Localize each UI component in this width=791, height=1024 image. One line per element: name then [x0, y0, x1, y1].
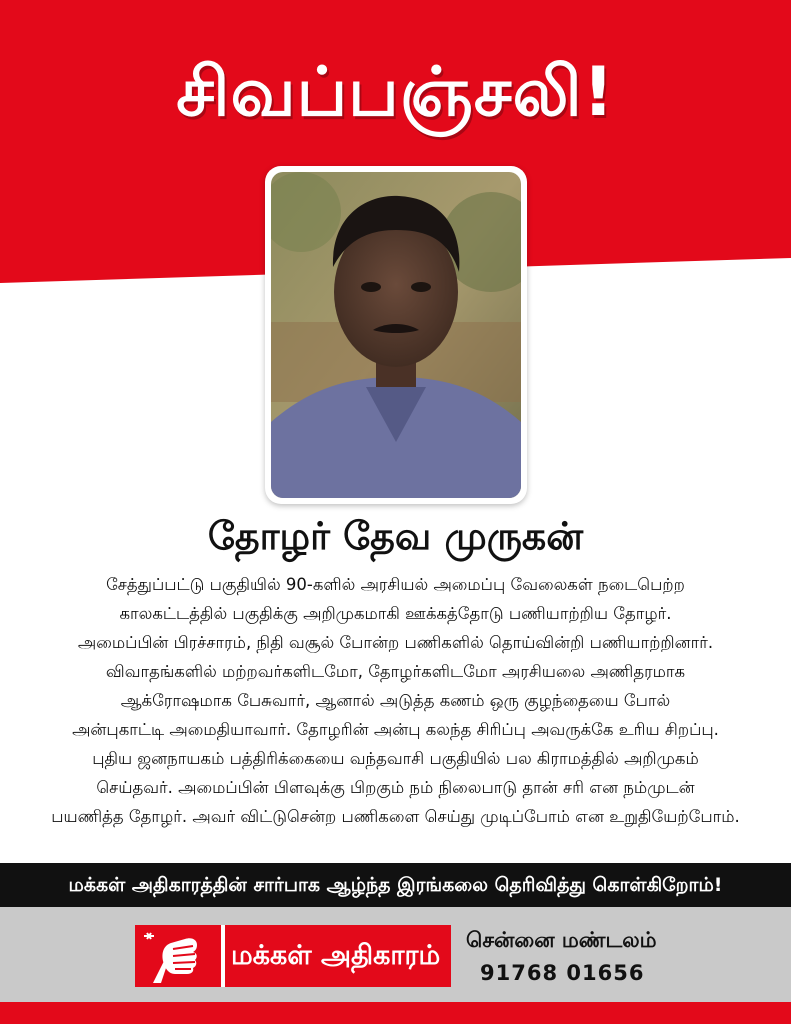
tribute-line: பயணித்த தோழர். அவர் விட்டுசென்ற பணிகளை செய்து முடிப்போம் என உறுதியேற்போம்.: [51, 807, 740, 826]
organization-logo: [135, 925, 451, 987]
tribute-line: காலகட்டத்தில் பகுதிக்கு அறிமுகமாகி ஊக்கத்தோடு பணியாற்றிய தோழர்.: [119, 604, 672, 623]
tribute-line: செய்தவர். அமைப்பின் பிளவுக்கு பிறகும் நம் நிலைபாடு தான் சரி என நம்முடன்: [96, 778, 695, 797]
tribute-line: ஆக்ரோஷமாக பேசுவார், ஆனால் அடுத்த கணம் ஒரு குழந்தையை போல்: [120, 691, 671, 710]
poster-title: சிவப்பஞ்சலி!: [176, 53, 615, 132]
condolence-text: மக்கள் அதிகாரத்தின் சார்பாக ஆழ்ந்த இரங்கலை தெரிவித்து கொள்கிறோம்!: [68, 874, 723, 896]
region-name: சென்னை மண்டலம்: [466, 928, 657, 952]
tribute-line: அமைப்பின் பிரச்சாரம், நிதி வசூல் போன்ற பணிகளில் தொய்வின்றி பணியாற்றினார்.: [77, 633, 714, 652]
tribute-line: புதிய ஜனநாயகம் பத்திரிக்கையை வந்தவாசி பகுதியில் பல கிராமத்தில் அறிமுகம்: [92, 749, 699, 768]
tribute-line: விவாதங்களில் மற்றவர்களிடமோ, தோழர்களிடமோ அரசியலை அணிதரமாக: [105, 662, 686, 681]
raised-fist-icon: [135, 925, 217, 987]
tribute-line: சேத்துப்பட்டு பகுதியில் 90-களில் அரசியல் அமைப்பு வேலைகள் நடைபெற்ற: [106, 575, 685, 594]
phone-number: 91768 01656: [480, 961, 645, 985]
comrade-name: தோழர் தேவ முருகன்: [207, 514, 584, 558]
bottom-red-strip: [0, 1002, 791, 1024]
logo-divider: [221, 925, 225, 987]
tribute-text: [40, 570, 751, 831]
condolence-band: [0, 863, 791, 907]
tribute-line: அன்புகாட்டி அமைதியாவார். தோழரின் அன்பு கலந்த சிரிப்பு அவருக்கே உரிய சிறப்பு.: [72, 720, 719, 739]
portrait-photo: [271, 172, 521, 498]
organization-name: மக்கள் அதிகாரம்: [231, 940, 441, 971]
portrait-frame: [265, 166, 527, 504]
